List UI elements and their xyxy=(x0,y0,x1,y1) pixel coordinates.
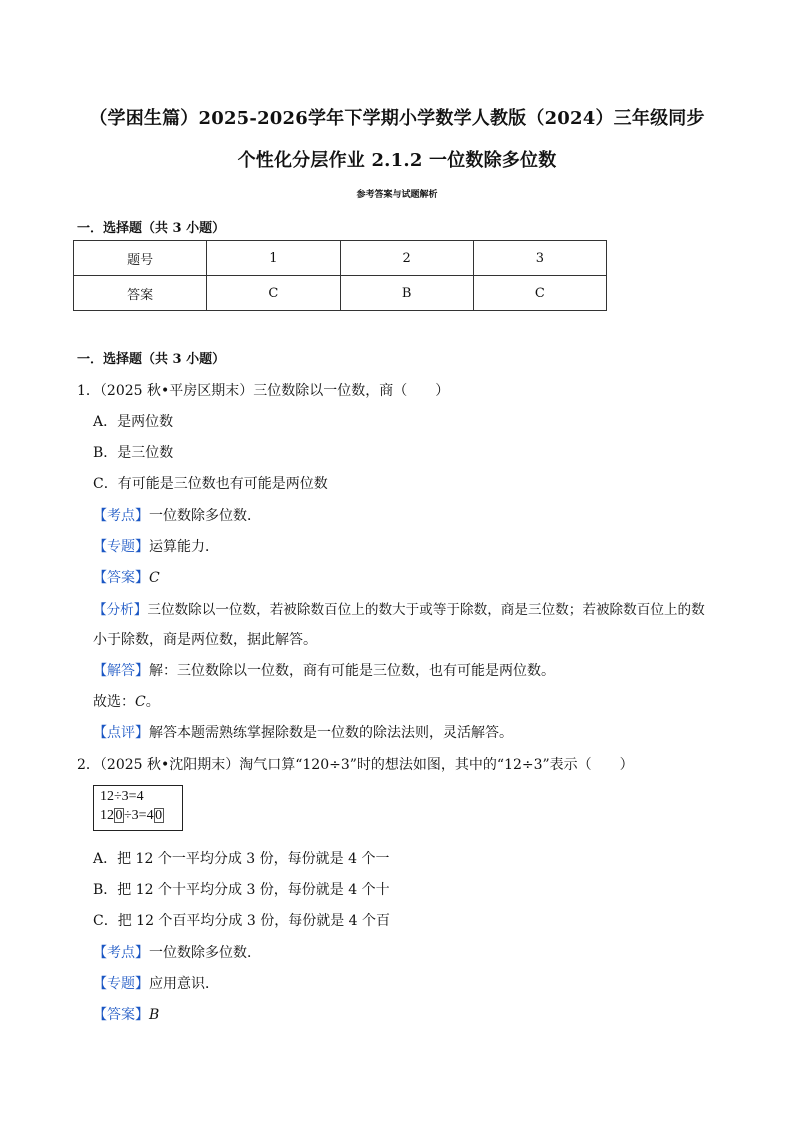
zhuanti-tag: 【专题】 xyxy=(93,539,149,555)
dianping-tag: 【点评】 xyxy=(93,725,149,741)
question-1-guxuan xyxy=(93,691,160,711)
question-2-kaodian xyxy=(93,942,261,962)
section-heading-answers: 一．选择题（共 3 小题） xyxy=(77,221,226,236)
table-cell: 题号 xyxy=(74,241,207,276)
dianping-text: 解答本题需熟练掌握除数是一位数的除法法则，灵活解答。 xyxy=(149,725,513,741)
guxuan-prefix: 故选： xyxy=(93,694,135,710)
question-1-option-b: B．是三位数 xyxy=(93,445,174,461)
guxuan-suffix: 。 xyxy=(145,694,160,710)
question-1-option-a: A．是两位数 xyxy=(93,414,174,430)
question-2-zhuanti xyxy=(93,973,219,993)
kaodian-text: 一位数除多位数． xyxy=(149,945,261,961)
question-1-option-c: C．有可能是三位数也有可能是两位数 xyxy=(93,476,328,492)
table-row xyxy=(74,276,607,311)
calculation-figure xyxy=(93,785,183,831)
question-1-daan xyxy=(93,567,160,587)
zhuanti-text: 运算能力． xyxy=(149,539,219,555)
figure-boxed-zero: 0 xyxy=(115,808,123,823)
question-1-kaodian xyxy=(93,505,261,525)
section-heading-questions: 一．选择题（共 3 小题） xyxy=(77,352,226,367)
question-1-fenxi-line2: 小于除数，商是两位数，据此解答。 xyxy=(93,632,317,648)
zhuanti-tag: 【专题】 xyxy=(93,976,149,992)
figure-line-2 xyxy=(100,808,164,824)
kaodian-tag: 【考点】 xyxy=(93,945,149,961)
question-1-stem: 1．（2025 秋•平房区期末）三位数除以一位数，商（ ） xyxy=(77,383,450,399)
table-row xyxy=(74,241,607,276)
question-1-fenxi-line1 xyxy=(93,598,705,618)
daan-tag: 【答案】 xyxy=(93,570,149,586)
table-cell: C xyxy=(207,276,340,311)
question-1-dianping xyxy=(93,722,513,742)
guxuan-answer: C xyxy=(135,694,146,710)
zhuanti-text: 应用意识． xyxy=(149,976,219,992)
fenxi-tag: 【分析】 xyxy=(93,602,148,618)
question-2-daan xyxy=(93,1004,159,1024)
question-1-zhuanti xyxy=(93,536,219,556)
question-2-option-c: C．把 12 个百平均分成 3 份，每份就是 4 个百 xyxy=(93,913,391,929)
answer-table xyxy=(73,240,607,311)
fenxi-text: 三位数除以一位数，若被除数百位上的数大于或等于除数，商是三位数；若被除数百位上的数 xyxy=(147,602,705,618)
question-2-option-b: B．把 12 个十平均分成 3 份，每份就是 4 个十 xyxy=(93,882,390,898)
daan-tag: 【答案】 xyxy=(93,1007,149,1023)
document-title-line2: 个性化分层作业 2.1.2 一位数除多位数 xyxy=(237,150,557,171)
question-2-stem: 2．（2025 秋•沈阳期末）淘气口算“120÷3”时的想法如图，其中的“12÷3”表示（ ） xyxy=(77,757,634,773)
daan-text: B xyxy=(149,1007,160,1023)
table-cell: 3 xyxy=(473,241,606,276)
figure-line-1: 12÷3=4 xyxy=(100,789,144,804)
daan-text: C xyxy=(149,570,160,586)
figure-digits: 12 xyxy=(100,808,114,823)
document-title-line1: （学困生篇）2025-2026学年下学期小学数学人教版（2024）三年级同步 xyxy=(89,108,705,129)
table-cell: 1 xyxy=(207,241,340,276)
question-1-jieda xyxy=(93,660,555,680)
figure-division: ÷3=4 xyxy=(124,808,154,823)
document-subtitle: 参考答案与试题解析 xyxy=(356,190,438,200)
jieda-text: 解：三位数除以一位数，商有可能是三位数，也有可能是两位数。 xyxy=(149,663,555,679)
question-2-option-a: A．把 12 个一平均分成 3 份，每份就是 4 个一 xyxy=(93,851,390,867)
kaodian-tag: 【考点】 xyxy=(93,508,149,524)
figure-boxed-zero: 0 xyxy=(155,808,163,823)
jieda-tag: 【解答】 xyxy=(93,663,149,679)
table-cell: B xyxy=(340,276,473,311)
table-cell: 答案 xyxy=(74,276,207,311)
table-cell: 2 xyxy=(340,241,473,276)
kaodian-text: 一位数除多位数． xyxy=(149,508,261,524)
table-cell: C xyxy=(473,276,606,311)
